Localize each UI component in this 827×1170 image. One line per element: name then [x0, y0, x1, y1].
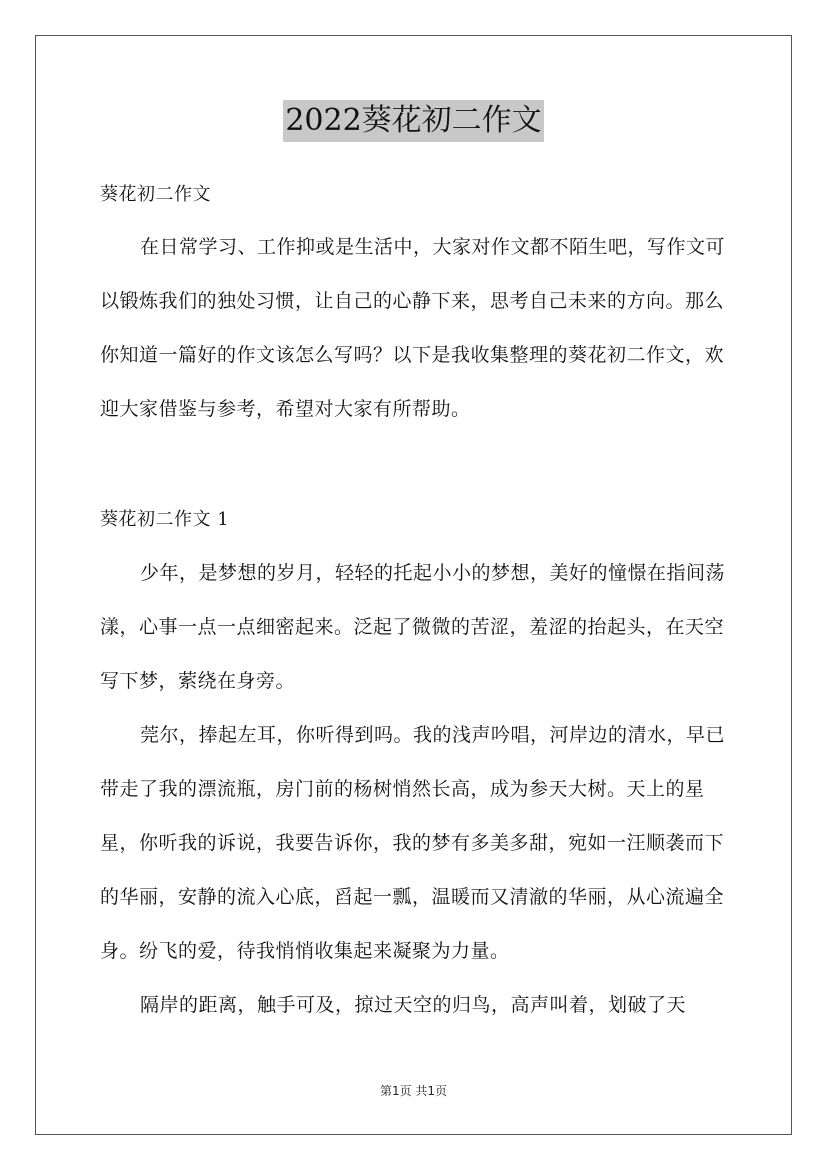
essay-body: [100, 546, 730, 1032]
essay-paragraph-1: 少年，是梦想的岁月，轻轻的托起小小的梦想，美好的憧憬在指间荡漾，心事一点一点细密起来。泛起了微微的苦涩，羞涩的抬起头，在天空写下梦，萦绕在身旁。: [100, 562, 726, 692]
intro-block: [100, 220, 730, 436]
intro-paragraph: 在日常学习、工作抑或是生活中，大家对作文都不陌生吧，写作文可以锻炼我们的独处习惯，让自己的心静下来，思考自己未来的方向。那么你知道一篇好的作文该怎么写吗？以下是我收集整理的葵花初二作文，欢迎大家借鉴与参考，希望对大家有所帮助。: [100, 236, 726, 420]
essay-heading: 葵花初二作文 1: [100, 509, 230, 530]
essay-paragraph-3: 隔岸的距离，触手可及，掠过天空的归鸟，高声叫着，划破了天: [140, 994, 687, 1016]
intro-heading: 葵花初二作文: [100, 184, 211, 205]
title-wrap: [0, 100, 827, 142]
document-title: 2022葵花初二作文: [283, 100, 543, 142]
essay-paragraph-2: 莞尔，捧起左耳，你听得到吗。我的浅声吟唱，河岸边的清水，早已带走了我的漂流瓶，房门前的杨树悄然长高，成为参天大树。天上的星星，你听我的诉说，我要告诉你，我的梦有多美多甜，宛如一汪顺袭而下的华丽，安静的流入心底，舀起一瓢，温暖而又清澈的华丽，从心流遍全身。纷飞的爱，待我悄悄收集起来凝聚为力量。: [100, 724, 726, 962]
page-footer: 第1页 共1页: [379, 1084, 448, 1098]
